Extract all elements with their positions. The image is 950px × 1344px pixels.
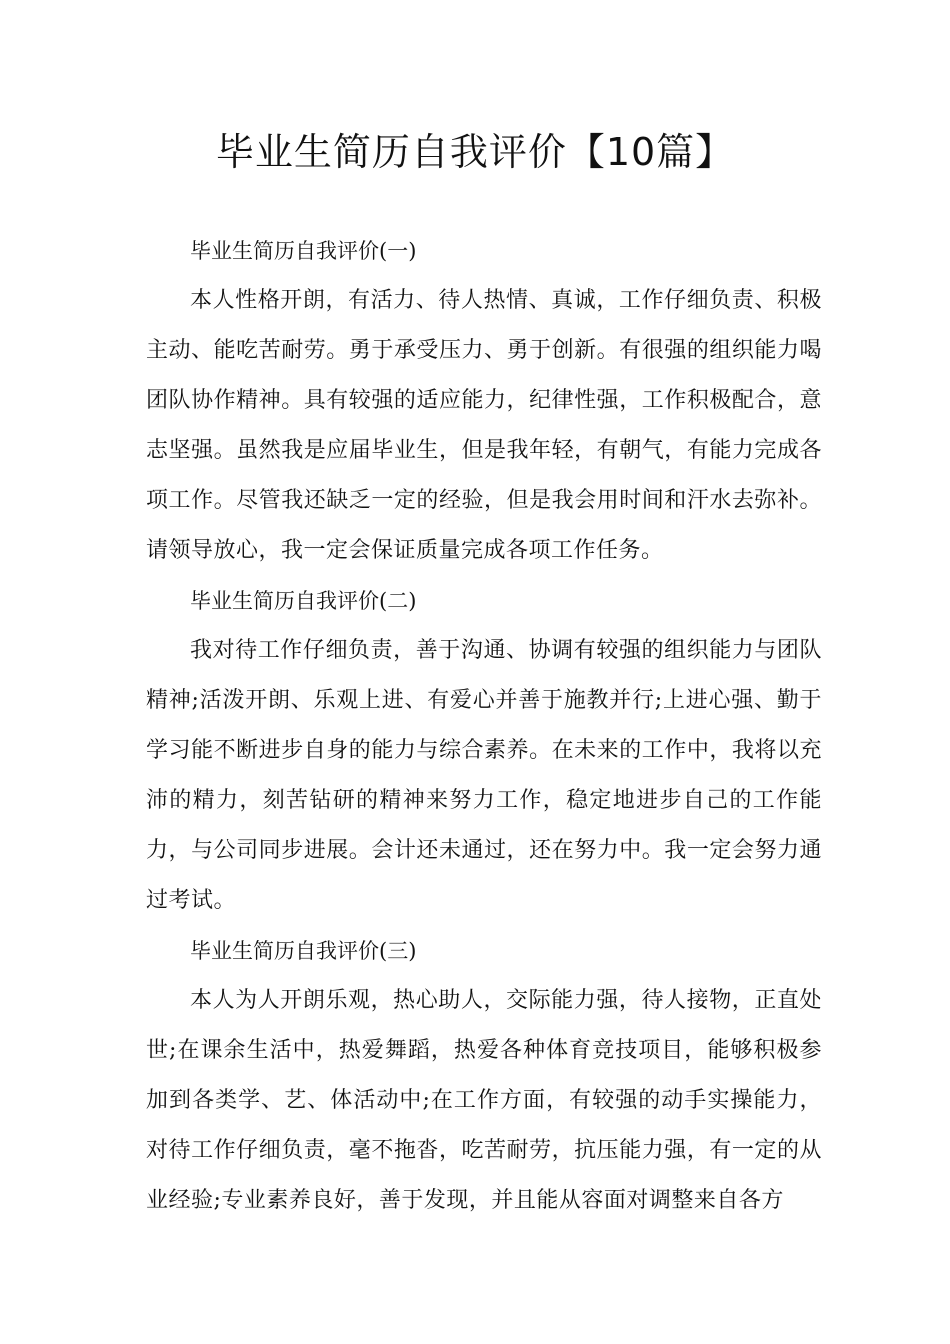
section-3 <box>146 926 822 1226</box>
section-heading: 毕业生简历自我评价(二) <box>190 589 417 613</box>
section-2 <box>146 576 822 926</box>
document-title: 毕业生简历自我评价【10篇】 <box>215 130 735 174</box>
section-paragraph: 本人为人开朗乐观，热心助人，交际能力强，待人接物，正直处世;在课余生活中，热爱舞蹈，热爱各种体育竞技项目，能够积极参加到各类学、艺、体活动中;在工作方面，有较强的动手实操能力，对待工作仔细负责，毫不拖沓，吃苦耐劳，抗压能力强，有一定的从业经验;专业素养良好，善于发现，并且能从容面对调整来自各方 <box>146 988 822 1213</box>
section-heading: 毕业生简历自我评价(一) <box>190 239 417 263</box>
section-heading: 毕业生简历自我评价(三) <box>190 939 417 963</box>
document-body <box>146 226 822 1226</box>
section-paragraph: 我对待工作仔细负责，善于沟通、协调有较强的组织能力与团队精神;活泼开朗、乐观上进、有爱心并善于施教并行;上进心强、勤于学习能不断进步自身的能力与综合素养。在未来的工作中，我将以充沛的精力，刻苦钻研的精神来努力工作，稳定地进步自己的工作能力，与公司同步进展。会计还未通过，还在努力中。我一定会努力通过考试。 <box>146 638 822 913</box>
section-1 <box>146 226 822 576</box>
section-paragraph: 本人性格开朗，有活力、待人热情、真诚，工作仔细负责、积极主动、能吃苦耐劳。勇于承受压力、勇于创新。有很强的组织能力喝团队协作精神。具有较强的适应能力，纪律性强，工作积极配合，意志坚强。虽然我是应届毕业生，但是我年轻，有朝气，有能力完成各项工作。尽管我还缺乏一定的经验，但是我会用时间和汗水去弥补。请领导放心，我一定会保证质量完成各项工作任务。 <box>146 288 822 563</box>
